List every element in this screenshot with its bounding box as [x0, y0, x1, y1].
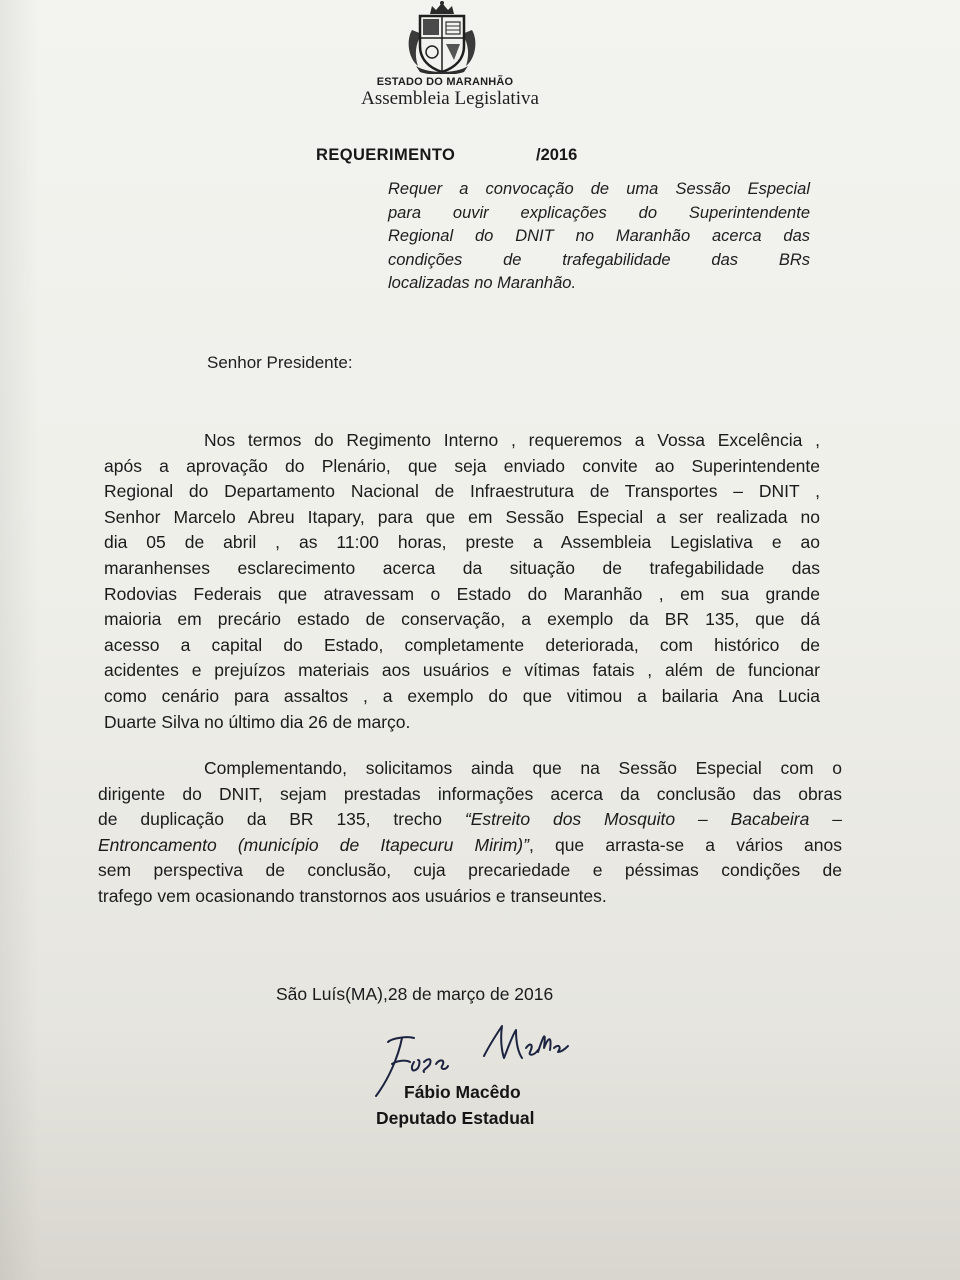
paragraph-line: como cenário para assaltos , a exemplo do que vitimou a bailaria Ana Lucia [104, 685, 820, 706]
paragraph-line: maranhenses esclarecimento acerca da situação de trafegabilidade das [104, 557, 820, 578]
quoted-road-section: Entroncamento (município de Itapecuru Mirim)” [98, 834, 529, 855]
paragraph-text: de duplicação da BR 135, trecho [98, 809, 465, 830]
state-name: ESTADO DO MARANHÃO [376, 76, 514, 88]
document-number-year: /2016 [536, 146, 578, 164]
paragraph-line: Nos termos do Regimento Interno , requeremos a Vossa Excelência , [204, 430, 820, 450]
paragraph-line: após a aprovação do Plenário, que seja enviado convite ao Superintendente [104, 455, 820, 476]
body-paragraph-1 [104, 428, 820, 735]
summary-line: Regional do DNIT no Maranhão acerca das [388, 227, 810, 245]
page-shadow [0, 0, 40, 1280]
paragraph-line: dirigente do DNIT, sejam prestadas informações acerca da conclusão das obras [98, 783, 842, 804]
paragraph-line [98, 833, 842, 859]
signer-name: Fábio Macêdo [404, 1082, 521, 1102]
summary-line: Requer a convocação de uma Sessão Especial [388, 180, 810, 198]
paragraph-line: acidentes e prejuízos materiais aos usuários e vítimas fatais , além de funcionar [104, 660, 820, 681]
paragraph-line: sem perspectiva de conclusão, cuja precariedade e péssimas condições de [98, 860, 842, 881]
paragraph-line: Rodovias Federais que atravessam o Estado do Maranhão , em sua grande [104, 583, 820, 604]
paragraph-line: maioria em precário estado de conservação, a exemplo da BR 135, que dá [104, 609, 820, 630]
salutation: Senhor Presidente: [207, 353, 353, 372]
paragraph-line [98, 807, 842, 833]
summary-line: condições de trafegabilidade das BRs [388, 250, 810, 269]
document-summary [388, 178, 810, 296]
signer-role: Deputado Estadual [376, 1108, 535, 1128]
paragraph-line: acesso a capital do Estado, completamente deteriorada, com histórico de [104, 634, 820, 655]
paragraph-line: trafego vem ocasionando transtornos aos usuários e transeuntes. [98, 885, 607, 906]
paragraph-text: , que arrasta-se a vários anos [528, 834, 842, 855]
body-paragraph-2 [98, 756, 842, 910]
quoted-road-section: “Estreito dos Mosquito – Bacabeira – [464, 809, 842, 830]
summary-line: para ouvir explicações do Superintendente [388, 203, 810, 222]
assembly-name: Assembleia Legislativa [361, 88, 539, 109]
paragraph-line: dia 05 de abril , as 11:00 horas, preste a Assembleia Legislativa e ao [104, 532, 820, 553]
summary-line: localizadas no Maranhão. [388, 274, 577, 292]
paragraph-line: Senhor Marcelo Abreu Itapary, para que em Sessão Especial a ser realizada no [104, 506, 820, 527]
place-and-date: São Luís(MA),28 de março de 2016 [276, 984, 554, 1004]
paragraph-line: Complementando, solicitamos ainda que na Sessão Especial com o [204, 758, 842, 778]
maranhao-coat-of-arms-icon [402, 0, 482, 74]
paragraph-line: Duarte Silva no último dia 26 de março. [104, 711, 411, 732]
paragraph-line: Regional do Departamento Nacional de Infraestrutura de Transportes – DNIT , [104, 481, 820, 502]
document-title: REQUERIMENTO [316, 146, 456, 164]
